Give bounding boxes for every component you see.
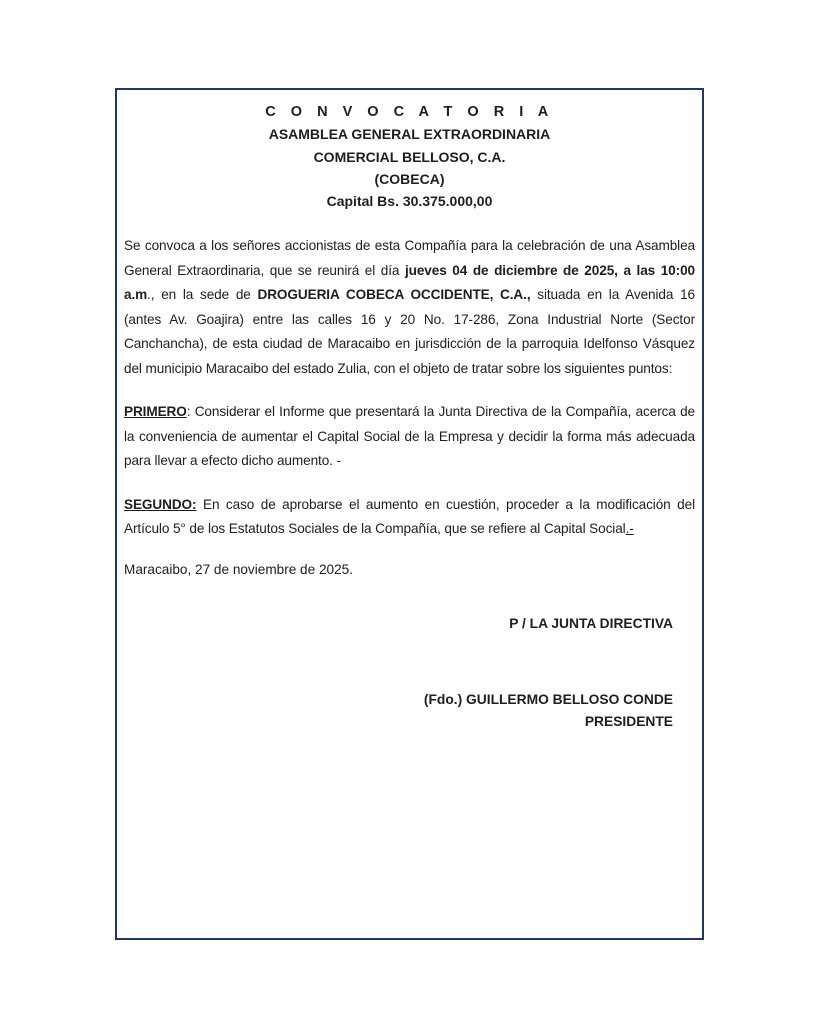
agenda-item-primero: PRIMERO: Considerar el Informe que presentará la Junta Directiva de la Compañía, acerca de la conveniencia de aumentar el Capital Social de la Empresa y decidir la forma más adecuada para llevar a efecto dicho aumento. - xyxy=(124,404,695,469)
signature-by-line: P / LA JUNTA DIRECTIVA xyxy=(509,616,673,632)
signature-signer: (Fdo.) GUILLERMO BELLOSO CONDE xyxy=(423,691,673,707)
header-line-acronym: (COBECA) xyxy=(374,170,445,187)
document-border-frame xyxy=(115,88,704,940)
agenda-item-segundo: SEGUNDO: En caso de aprobarse el aumento en cuestión, proceder a la modificación del Artículo 5° de los Estatutos Sociales de la Compañía, que se refiere al Capital Social.- xyxy=(124,496,695,537)
signature-block xyxy=(124,613,695,734)
header-line-company: COMERCIAL BELLOSO, C.A. xyxy=(313,148,506,165)
document-header xyxy=(124,101,695,212)
document-title: C O N V O C A T O R I A xyxy=(265,104,554,120)
header-line-assembly: ASAMBLEA GENERAL EXTRAORDINARIA xyxy=(268,126,551,143)
signature-role: PRESIDENTE xyxy=(584,714,673,730)
header-line-capital: Capital Bs. 30.375.000,00 xyxy=(326,193,493,210)
date-line: Maracaibo, 27 de noviembre de 2025. xyxy=(124,561,353,577)
intro-paragraph: Se convoca a los señores accionistas de esta Compañía para la celebración de una Asamblea General Extraordinaria, que se reunirá el día jueves 04 de diciembre de 2025, a las 10:00 a.m., en la sede de DROGUERIA COBECA OCCIDENTE, C.A., situada en la Avenida 16 (antes Av. Goajira) entre las calles 16 y 20 No. 17-286, Zona Industrial Norte (Sector Canchancha), de esta ciudad de Maracaibo en jurisdicción de la parroquia Idelfonso Vásquez del municipio Maracaibo del estado Zulia, con el objeto de tratar sobre los siguientes puntos: xyxy=(124,238,695,376)
